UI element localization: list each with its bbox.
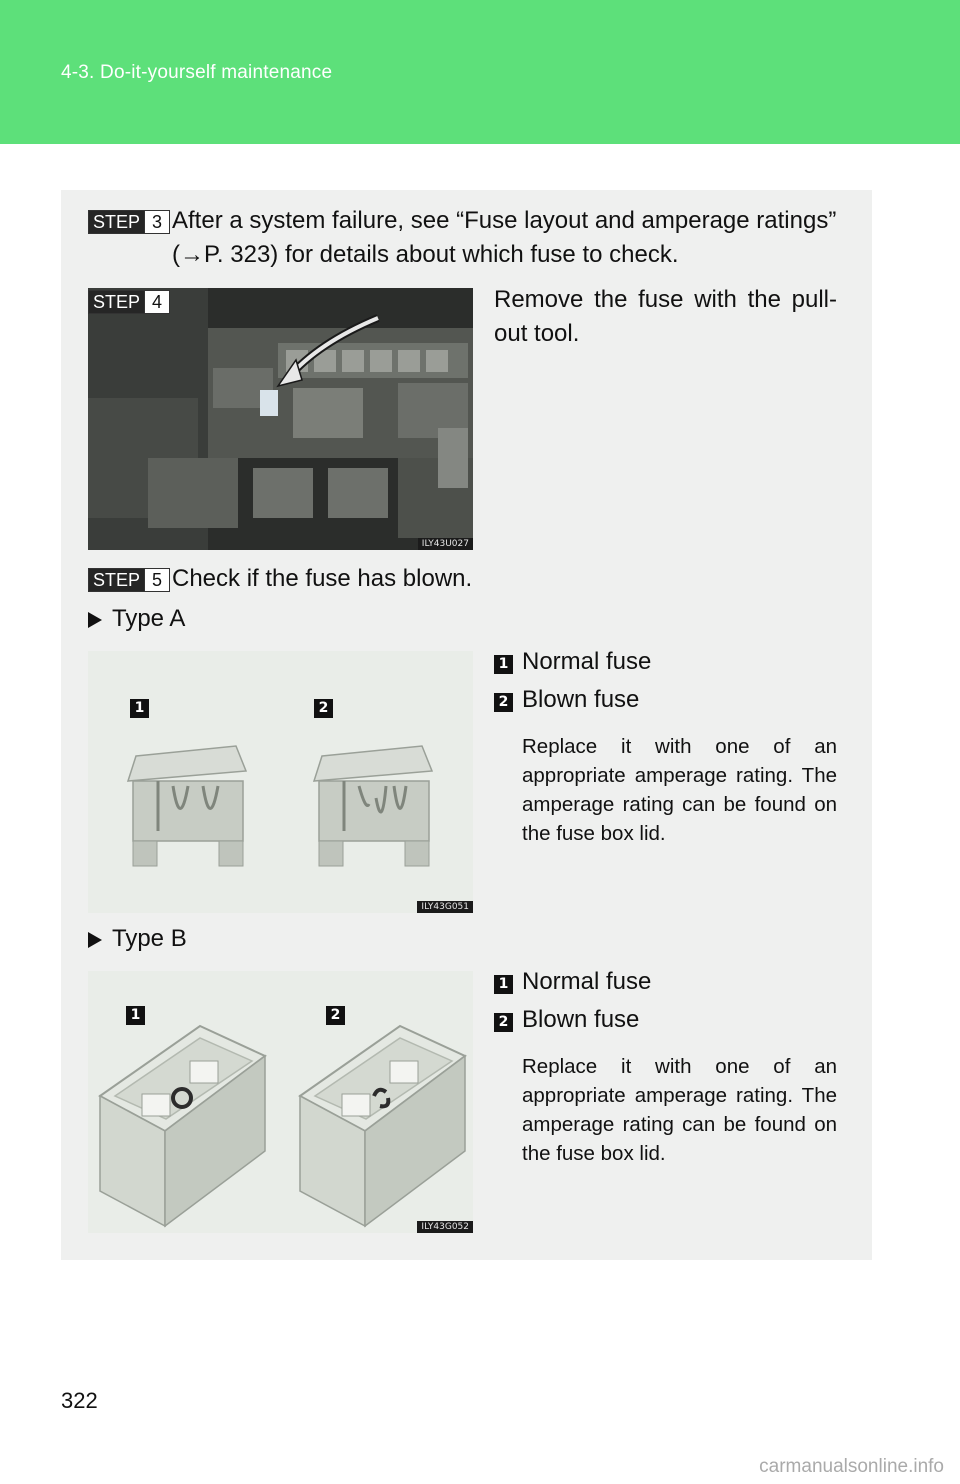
fuse-box-photo-graphic (88, 288, 473, 550)
callout-1: 1 (494, 975, 513, 994)
step-label: STEP (89, 211, 144, 233)
arrow-right-icon (88, 612, 102, 628)
callout-2: 2 (314, 699, 333, 718)
step-number: 3 (144, 211, 169, 233)
callout-2: 2 (494, 693, 513, 712)
type-b-title: Type B (112, 925, 187, 952)
callout-1: 1 (130, 699, 149, 718)
step-5-badge (88, 568, 170, 592)
type-a-heading (88, 602, 185, 636)
type-a-title: Type A (112, 605, 186, 632)
callout-2: 2 (494, 1013, 513, 1032)
type-b-note: Replace it with one of an appropriate amperage rating. The amperage rating can be found on the fuse box lid. (522, 1055, 837, 1165)
section-title: 4-3. Do-it-yourself maintenance (61, 62, 333, 83)
footer-watermark[interactable]: carmanualsonline.info (759, 1456, 944, 1477)
callout-1: 1 (126, 1006, 145, 1025)
header-bar (0, 0, 960, 144)
image-code: ILY43G051 (417, 901, 473, 913)
legend-label: Blown fuse (522, 1006, 640, 1033)
fuse-box-photo (88, 288, 473, 550)
type-b-fuse-graphic (88, 971, 473, 1233)
image-code: ILY43U027 (418, 538, 473, 550)
type-b-heading (88, 922, 187, 956)
callout-1: 1 (494, 655, 513, 674)
legend-label: Normal fuse (522, 968, 652, 995)
image-code: ILY43G052 (417, 1221, 473, 1233)
step-3-badge (88, 210, 170, 234)
step-4-badge (88, 290, 170, 314)
type-a-fuse-illustration (88, 651, 473, 913)
type-a-fuse-graphic (88, 651, 473, 913)
page-number: 322 (61, 1388, 98, 1413)
type-a-note: Replace it with one of an appropriate amperage rating. The amperage rating can be found on the fuse box lid. (522, 735, 837, 845)
type-b-fuse-illustration (88, 971, 473, 1233)
callout-2: 2 (326, 1006, 345, 1025)
step-label: STEP (89, 569, 144, 591)
step-3-line-1: After a system failure, see “Fuse layout and amperage ratings” (172, 207, 837, 234)
step-number: 4 (144, 291, 169, 313)
legend-label: Blown fuse (522, 686, 640, 713)
arrow-right-icon (88, 932, 102, 948)
legend-label: Normal fuse (522, 648, 652, 675)
step-number: 5 (144, 569, 169, 591)
step-label: STEP (89, 291, 144, 313)
step-5-text: Check if the fuse has blown. (172, 565, 473, 592)
step-3-line-2: (→P. 323) for details about which fuse to check. (172, 241, 679, 268)
step-4-text: Remove the fuse with the pull-out tool. (494, 286, 837, 347)
